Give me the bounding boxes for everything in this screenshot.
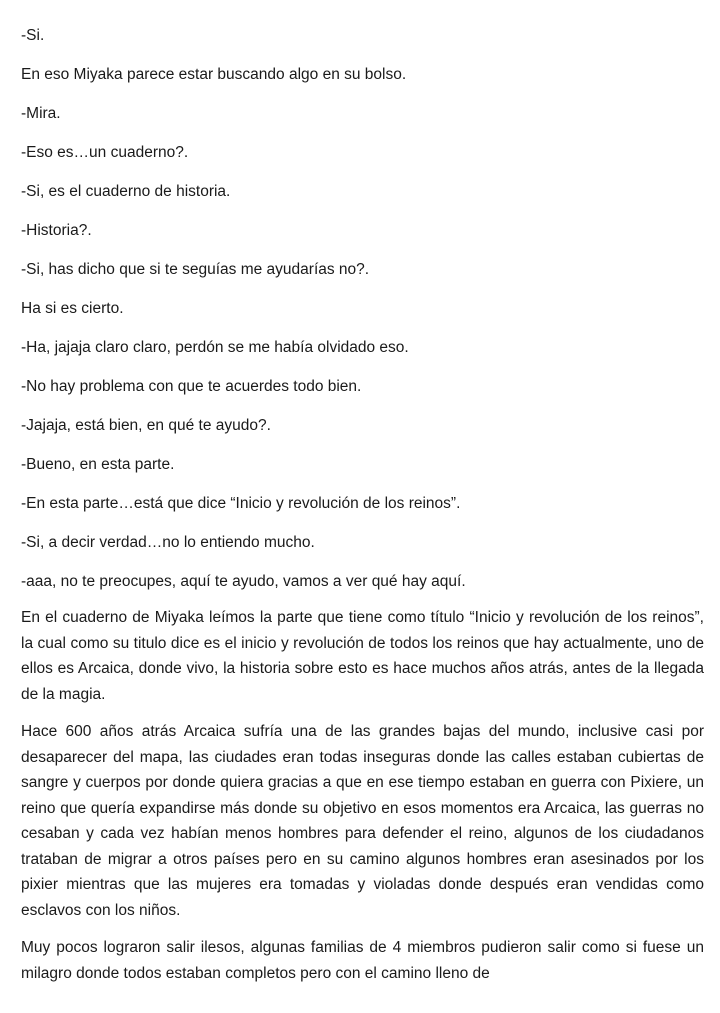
dialogue-line: -Si, es el cuaderno de historia. xyxy=(21,183,231,200)
dialogue-line: -Historia?. xyxy=(21,222,92,239)
narration-paragraph: En el cuaderno de Miyaka leímos la parte que tiene como título “Inicio y revolución de los reinos”, la cual como su titulo dice es el inicio y revolución de todos los reinos que hay actualmente, uno de ellos es Arcaica, donde vivo, la historia sobre esto es hace muchos años atrás, antes de la llegada de la magia. xyxy=(21,609,704,703)
dialogue-line: -No hay problema con que te acuerdes todo bien. xyxy=(21,378,362,395)
narration-paragraph: Hace 600 años atrás Arcaica sufría una de las grandes bajas del mundo, inclusive casi por desaparecer del mapa, las ciudades eran todas inseguras donde las calles estaban cubiertas de sangre y cuerpos por donde quiera gracias a que en ese tiempo estaban en guerra con Pixiere, un reino que quería expandirse más donde su objetivo en esos momentos era Arcaica, las guerras no cesaban y cada vez habían menos hombres para defender el reino, algunos de los ciudadanos trataban de migrar a otros países pero en su camino algunos hombres eran asesinados por los pixier mientras que las mujeres era tomadas y violadas donde después eran vendidas como esclavos con los niños. xyxy=(21,723,704,919)
dialogue-line: -Eso es…un cuaderno?. xyxy=(21,144,189,161)
narration-paragraph: Muy pocos lograron salir ilesos, algunas familias de 4 miembros pudieron salir como si fuese un milagro donde todos estaban completos pero con el camino lleno de xyxy=(21,939,704,982)
dialogue-line: -aaa, no te preocupes, aquí te ayudo, vamos a ver qué hay aquí. xyxy=(21,573,466,590)
narration-line: En eso Miyaka parece estar buscando algo en su bolso. xyxy=(21,66,407,83)
dialogue-line: -En esta parte…está que dice “Inicio y revolución de los reinos”. xyxy=(21,495,461,512)
dialogue-line: -Ha, jajaja claro claro, perdón se me había olvidado eso. xyxy=(21,339,409,356)
dialogue-line: -Mira. xyxy=(21,105,61,122)
dialogue-line: -Si, has dicho que si te seguías me ayudarías no?. xyxy=(21,261,370,278)
dialogue-line: Ha si es cierto. xyxy=(21,300,124,317)
dialogue-line: -Si. xyxy=(21,27,45,44)
dialogue-line: -Bueno, en esta parte. xyxy=(21,456,175,473)
dialogue-line: -Si, a decir verdad…no lo entiendo mucho. xyxy=(21,534,315,551)
dialogue-line: -Jajaja, está bien, en qué te ayudo?. xyxy=(21,417,271,434)
